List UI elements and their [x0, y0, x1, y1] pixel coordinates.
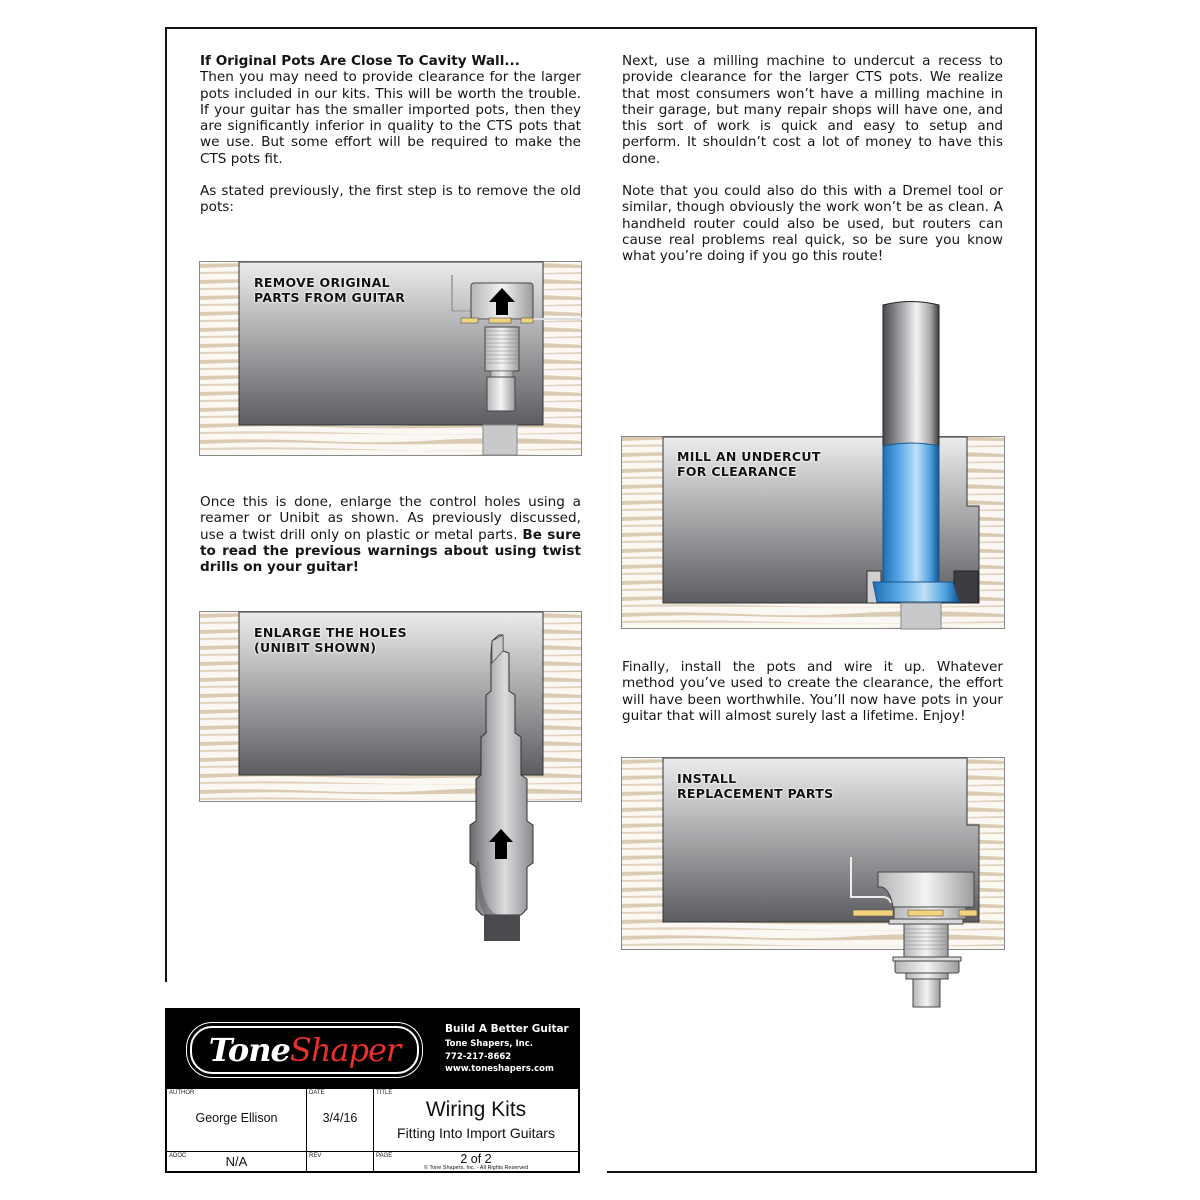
author-cell: [167, 1089, 307, 1152]
page-border-left: [165, 27, 167, 982]
install-paragraph: Finally, install the pots and wire it up. Whatever method you’ve used to create the clearance, the effort will have been worthwhile. You’ll now have pots in your guitar that will almost surely last a lifetime. Enjoy!: [622, 659, 1003, 724]
intro-paragraph: Then you may need to provide clearance for the larger pots included in our kits. This will be worth the trouble. If your guitar has the smaller imported pots, then they are significantly inferior in quality to the CTS pots that we use. But some effort will be required to make the CTS pots fit.: [200, 69, 581, 167]
intro-section: [200, 53, 581, 216]
tagline: Build A Better Guitar: [445, 1023, 569, 1035]
milling-paragraph: Next, use a milling machine to undercut a recess to provide clearance for the larger CTS pots. We realize that most consumers won’t have a milling machine in their garage, but many repair shops will have one, and this sort of work is quick and easy to setup and perform. It shouldn’t cost a lot of money to have this done.: [622, 53, 1003, 167]
page-border-bottom: [607, 1171, 1037, 1173]
install-section: [622, 659, 1003, 724]
title-block: [165, 1008, 580, 1173]
document-subtitle: Fitting Into Import Guitars: [397, 1125, 555, 1141]
install-parts-illustration: [621, 757, 1005, 1027]
page-cell: [374, 1152, 578, 1171]
enlarge-paragraph: Once this is done, enlarge the control holes using a reamer or Unibit as shown. As previously discussed, use a twist drill only on plastic or metal parts.: [200, 494, 581, 543]
section-heading: If Original Pots Are Close To Cavity Wall...: [200, 53, 520, 69]
adoc-cell: [167, 1152, 307, 1171]
rev-cell: [307, 1152, 374, 1171]
dremel-paragraph: Note that you could also do this with a Dremel tool or similar, though obviously the work won’t be as clean. A handheld router could also be used, but routers can cause real problems real quick, so be sure you know what you’re doing if you go this route!: [622, 183, 1003, 265]
date-value: 3/4/16: [322, 1111, 358, 1125]
enlarge-holes-illustration: [199, 611, 582, 941]
remove-caption-line1: REMOVE ORIGINAL: [254, 275, 390, 290]
mill-caption-line1: MILL AN UNDERCUT: [677, 449, 821, 464]
mill-caption-line2: FOR CLEARANCE: [677, 464, 797, 479]
twist-drill-warning: Be sure to read the previous warnings about using twist drills on your guitar!: [200, 526, 581, 576]
page-number: 2 of 2: [460, 1152, 492, 1166]
author-label: AUTHOR: [169, 1090, 195, 1096]
title-label: TITLE: [376, 1090, 393, 1096]
title-block-table: [165, 1087, 580, 1173]
page-border-right: [1035, 27, 1037, 1173]
company-phone: 772-217-8662: [445, 1051, 512, 1062]
date-label: DATE: [309, 1090, 325, 1096]
rev-label: REV: [309, 1153, 322, 1159]
install-caption-line2: REPLACEMENT PARTS: [677, 786, 834, 801]
page-label: PAGE: [376, 1153, 393, 1159]
enlarge-caption-line1: ENLARGE THE HOLES: [254, 625, 407, 640]
logo-text-tone: Tone: [208, 1031, 290, 1069]
company-website[interactable]: www.toneshapers.com: [445, 1064, 554, 1074]
copyright-notice: © Tone Shapers, Inc. - All Rights Reserved: [423, 1165, 529, 1171]
page-border-top: [165, 27, 1037, 29]
date-cell: [307, 1089, 374, 1152]
enlarge-caption-line2: (UNIBIT SHOWN): [254, 640, 377, 655]
company-name: Tone Shapers, Inc.: [445, 1039, 533, 1049]
company-banner: [165, 1008, 580, 1087]
mill-undercut-illustration: [621, 290, 1005, 630]
document-title: Wiring Kits: [425, 1098, 527, 1121]
adoc-label: ADOC: [169, 1153, 187, 1159]
step-one-paragraph: As stated previously, the first step is to remove the old pots:: [200, 183, 581, 216]
logo-text-shaper: Shaper: [289, 1031, 401, 1069]
remove-caption-line2: PARTS FROM GUITAR: [254, 290, 406, 305]
author-value: George Ellison: [195, 1111, 278, 1125]
milling-section: [622, 53, 1003, 265]
install-caption-line1: INSTALL: [677, 771, 737, 786]
enlarge-section: [200, 494, 581, 575]
toneshaper-logo: [190, 1026, 419, 1074]
enlarge-holes-drawing: [199, 611, 582, 941]
remove-parts-illustration: [199, 261, 582, 456]
title-cell: [374, 1089, 578, 1152]
adoc-value: N/A: [225, 1154, 248, 1169]
